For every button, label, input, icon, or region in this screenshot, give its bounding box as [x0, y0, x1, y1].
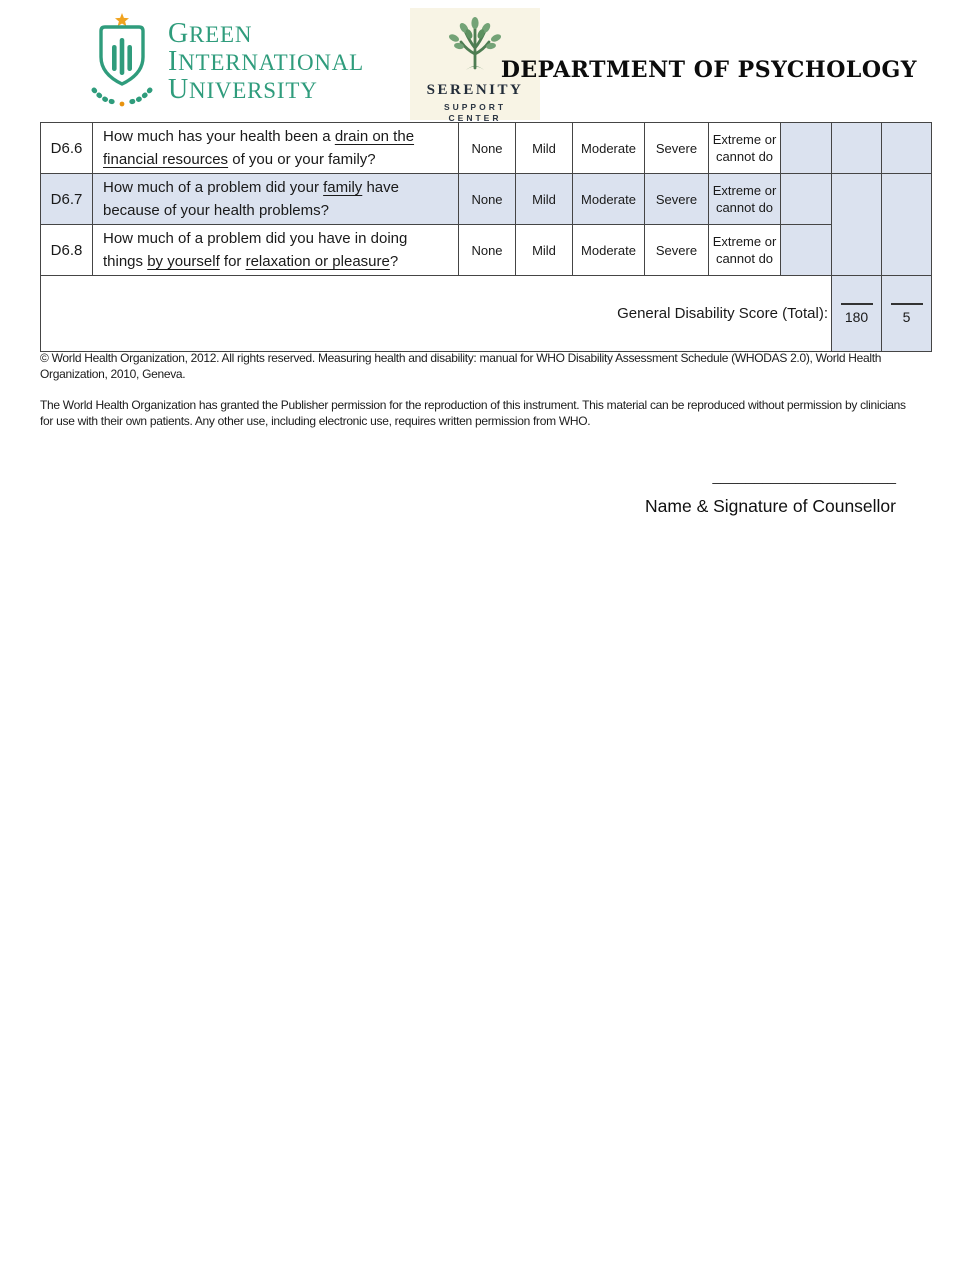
serenity-title: SERENITY — [426, 82, 524, 98]
serenity-subtitle-support: SUPPORT — [443, 102, 507, 112]
option-moderate[interactable]: Moderate — [573, 174, 645, 225]
question-row — [41, 174, 932, 225]
question-id: D6.7 — [41, 174, 93, 225]
signature-line[interactable]: ______________________ — [712, 468, 896, 485]
question-text: How much of a problem did you have in doing things by yourself for relaxation or pleasure? — [93, 225, 459, 276]
summary-column-cell — [832, 174, 882, 276]
option-extreme-or-cannot-do[interactable]: Extreme or cannot do — [709, 225, 781, 276]
option-none[interactable]: None — [459, 225, 516, 276]
signature-label: Name & Signature of Counsellor — [645, 496, 896, 516]
option-moderate[interactable]: Moderate — [573, 225, 645, 276]
question-id: D6.6 — [41, 123, 93, 174]
option-severe[interactable]: Severe — [645, 174, 709, 225]
tree-icon — [446, 16, 504, 81]
question-row — [41, 123, 932, 174]
option-none[interactable]: None — [459, 123, 516, 174]
total-denominator-180: 180 — [844, 308, 869, 325]
total-score-cell-180[interactable] — [832, 276, 882, 352]
total-score-label: General Disability Score (Total): — [41, 276, 832, 352]
copyright-notice: © World Health Organization, 2012. All rights reserved. Measuring health and disability: manual for WHO Disability Assessment Schedule (WHODAS 2.0), World Health Organization, 2010, Geneva. — [40, 351, 882, 381]
write-in-line — [891, 303, 923, 305]
option-extreme-or-cannot-do[interactable]: Extreme or cannot do — [709, 174, 781, 225]
score-entry-cell[interactable] — [781, 123, 832, 174]
star-icon — [115, 13, 129, 26]
option-moderate[interactable]: Moderate — [573, 123, 645, 174]
option-mild[interactable]: Mild — [516, 174, 573, 225]
total-denominator-5: 5 — [902, 308, 911, 325]
question-id: D6.8 — [41, 225, 93, 276]
whodas-table — [40, 122, 932, 352]
summary-column-cell — [832, 123, 882, 174]
question-row — [41, 225, 932, 276]
option-mild[interactable]: Mild — [516, 225, 573, 276]
option-severe[interactable]: Severe — [645, 225, 709, 276]
total-score-cell-5[interactable] — [882, 276, 932, 352]
signature-block — [645, 468, 896, 517]
option-extreme-or-cannot-do[interactable]: Extreme or cannot do — [709, 123, 781, 174]
question-text: How much of a problem did your family have because of your health problems? — [93, 174, 459, 225]
option-severe[interactable]: Severe — [645, 123, 709, 174]
question-text: How much has your health been a drain on the financial resources of you or your family? — [93, 123, 459, 174]
university-name-line1: GREEN — [168, 18, 253, 49]
score-entry-cell[interactable] — [781, 174, 832, 225]
university-shield-icon — [90, 12, 154, 113]
page-title: DEPARTMENT OF PSYCHOLOGY — [500, 57, 917, 83]
university-wordmark — [168, 12, 364, 113]
score-entry-cell[interactable] — [781, 225, 832, 276]
university-name-line3: UNIVERSITY — [168, 74, 318, 105]
option-mild[interactable]: Mild — [516, 123, 573, 174]
permission-notice: The World Health Organization has granted the Publisher permission for the reproduction of this instrument. This material can be reproduced without permission by clinicians for use with their own patients. Any other use, including electronic use, requires written permission from WHO. — [40, 398, 906, 428]
summary-column-cell — [882, 123, 932, 174]
write-in-line — [841, 303, 873, 305]
university-logo — [90, 12, 364, 113]
serenity-subtitle-center: CENTER — [448, 113, 502, 123]
university-name-line2: INTERNATIONAL — [168, 46, 365, 77]
summary-column-cell — [882, 174, 932, 276]
option-none[interactable]: None — [459, 174, 516, 225]
total-row — [41, 276, 932, 352]
